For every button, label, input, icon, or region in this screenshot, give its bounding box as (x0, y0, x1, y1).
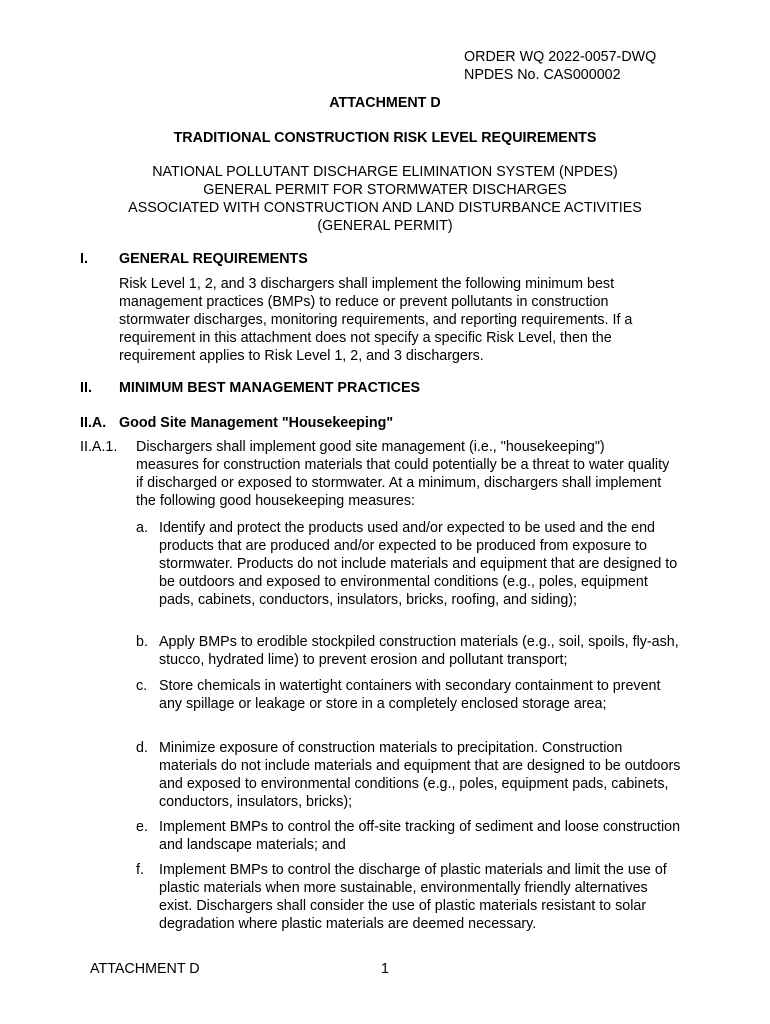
section-2a-number: II.A. (80, 415, 107, 431)
list-text: Minimize exposure of construction materials to precipitation. Construction materials do not include materials and equipment that are designed to be outdoors and exposed to environmental conditions (e.g., poles, equipment pads, cabinets, conductors, insulators, bricks); (159, 740, 681, 810)
section-1-text: Risk Level 1, 2, and 3 dischargers shall implement the following minimum best management practices (BMPs) to reduce or prevent pollutants in construction stormwater discharges, monitoring requirements, and reporting requirements. If a requirement in this attachment does not specify a specific Risk Level, then the requirement applies to Risk Level 1, 2, and 3 dischargers. (119, 276, 633, 364)
section-1-title: GENERAL REQUIREMENTS (119, 251, 308, 267)
permit-line: ASSOCIATED WITH CONSTRUCTION AND LAND DISTURBANCE ACTIVITIES (128, 200, 642, 216)
permit-line: GENERAL PERMIT FOR STORMWATER DISCHARGES (203, 182, 567, 198)
section-2-number: II. (80, 380, 92, 396)
list-text: Apply BMPs to erodible stockpiled construction materials (e.g., soil, spoils, fly-ash, stucco, hydrated lime) to prevent erosion and pollutant transport; (159, 634, 679, 668)
permit-line: NATIONAL POLLUTANT DISCHARGE ELIMINATION SYSTEM (NPDES) (152, 164, 618, 180)
section-2a-title: Good Site Management "Housekeeping" (119, 415, 394, 431)
attachment-title: ATTACHMENT D (329, 95, 441, 111)
npdes-number: NPDES No. CAS000002 (464, 67, 621, 83)
list-letter: f. (136, 862, 144, 878)
footer-label: ATTACHMENT D (90, 961, 200, 977)
permit-title-block (0, 163, 770, 235)
list-letter: e. (136, 819, 148, 835)
list-text: Implement BMPs to control the off-site tracking of sediment and loose construction and landscape materials; and (159, 819, 681, 853)
item-ii-a-1-number: II.A.1. (80, 439, 118, 455)
document-subtitle: TRADITIONAL CONSTRUCTION RISK LEVEL REQUIREMENTS (173, 130, 597, 146)
list-text: Implement BMPs to control the discharge of plastic materials and limit the use of plastic materials when more sustainable, environmentally friendly alternatives exist. Dischargers shall consider the use of plastic materials resistant to solar degradation where plastic materials are deemed necessary. (159, 862, 667, 932)
list-letter: a. (136, 520, 148, 536)
document-header (464, 48, 656, 84)
section-1-number: I. (80, 251, 88, 267)
list-letter: b. (136, 634, 148, 650)
permit-line: (GENERAL PERMIT) (317, 218, 453, 234)
list-letter: d. (136, 740, 148, 756)
item-ii-a-1-text: Dischargers shall implement good site management (i.e., "housekeeping") measures for construction materials that could potentially be a threat to water quality if discharged or exposed to stormwater. At a minimum, dischargers shall implement the following good housekeeping measures: (136, 439, 670, 509)
section-2-title: MINIMUM BEST MANAGEMENT PRACTICES (119, 380, 421, 396)
order-number: ORDER WQ 2022-0057-DWQ (464, 49, 657, 65)
page-number: 1 (381, 961, 389, 977)
list-text: Store chemicals in watertight containers with secondary containment to prevent any spillage or leakage or store in a completely enclosed storage area; (159, 678, 661, 712)
list-text: Identify and protect the products used and/or expected to be used and the end products that are produced and/or expected to be produced from exposure to stormwater. Products do not include materials and equipment that are designed to be outdoors and exposed to environmental conditions (e.g., poles, equipment pads, cabinets, conductors, insulators, bricks, roofing, and siding); (159, 520, 678, 608)
list-letter: c. (136, 678, 148, 694)
